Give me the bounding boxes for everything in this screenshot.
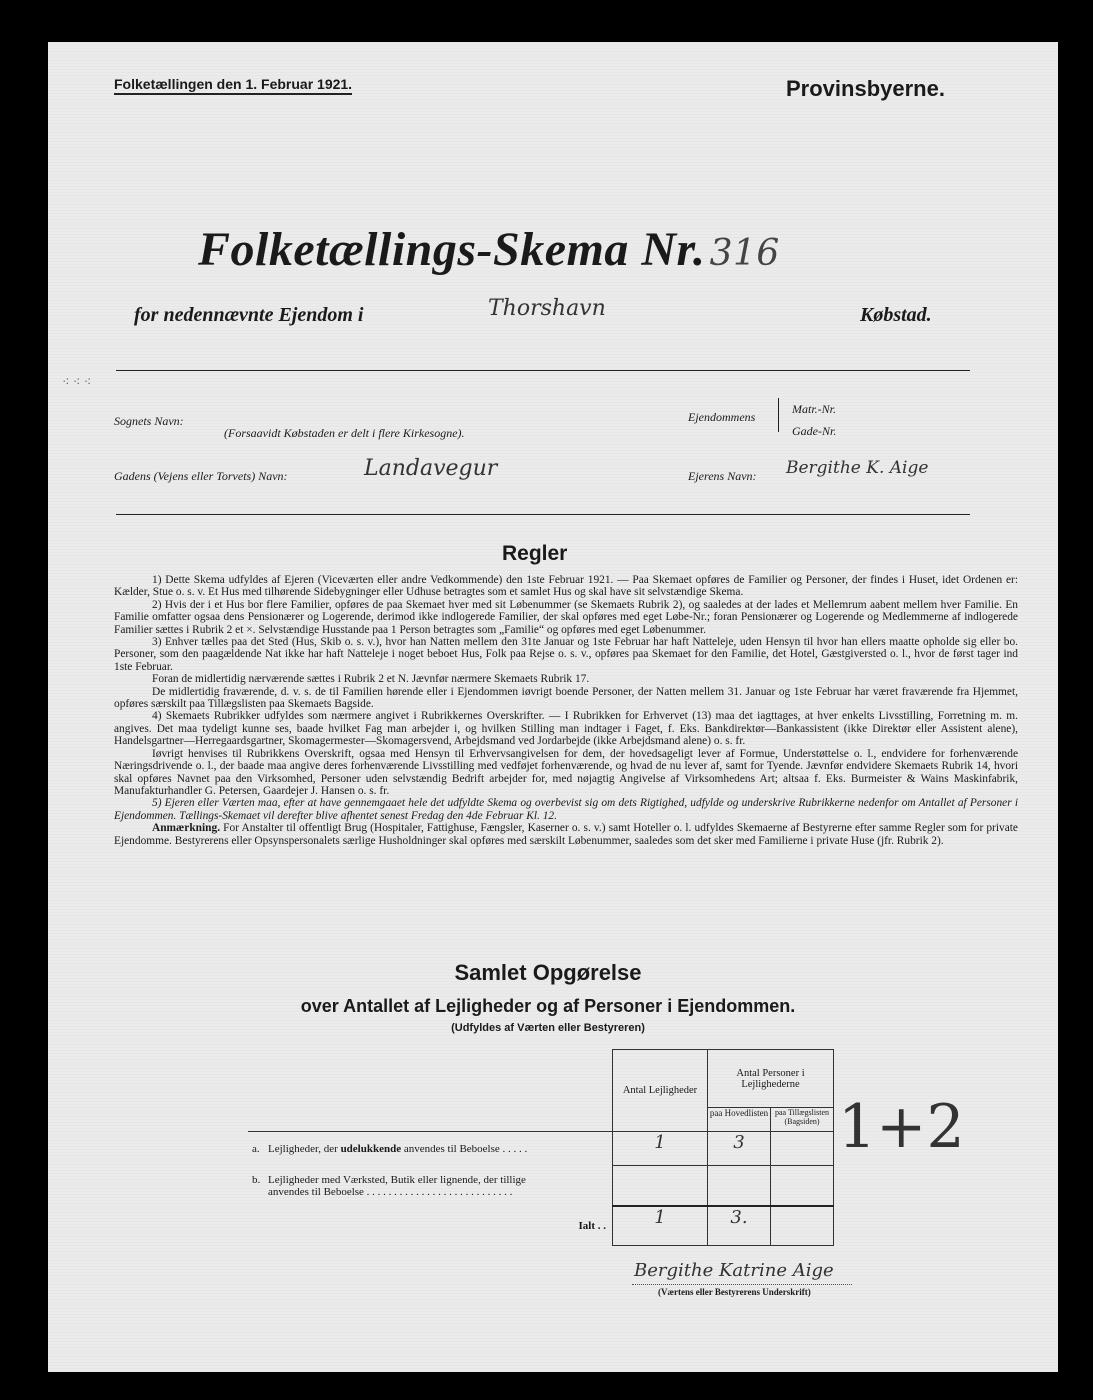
rule-1: 1) Dette Skema udfyldes af Ejeren (Viceværten eller andre Vedkommende) den 1ste Februar 1921. — Paa Skemaet opføres de Familier og Personer, der findes i Huset, idet Ordenen er: Kælder, Stue o. s. v. Et Hus med tilhørende Sidebygninger eller Udhuse betragtes som et samlet Hus og skal have sit selvstændige Skema. (114, 574, 1018, 599)
matr-label: Matr.-Nr. (792, 402, 837, 416)
row-a-bold: udelukkende (340, 1142, 402, 1155)
summary-note: (Udfyldes af Værten eller Bestyreren) (451, 1022, 645, 1034)
divider-top (116, 370, 970, 371)
ialt-hovedlisten: 3. (708, 1206, 771, 1246)
summary-heading: Samlet Opgørelse (454, 960, 642, 985)
row-b-text2: anvendes til Beboelse (268, 1185, 364, 1198)
rule-4b: Iøvrigt henvises til Rubrikkens Overskrift, ogsaa med Hensyn til Erhvervsangivelsen for dem, der hovedsageligt lever af Formue, Understøttelse o. l., endvidere for forhenværende Næringsdrivende o. l., der baade maa angive deres forhenværende Livsstilling med vedføjet forhenværende, og hvad de nu lever af, samt for Tyende. Jævnfør endvidere Skemaets Rubrik 14, hvori skal opføres Navnet paa den Virksomhed, Personer uden selvstændig Bedrift arbejder for, med nøjagtig Angivelse af Virksomhedens Art; altsaa f. Eks. Burmeister & Wains Maskinfabrik, Manufakturhandler G. Petersen, Gaardejer J. Hansen o. s. fr. (114, 747, 1018, 797)
row-a-letter: a. (252, 1142, 260, 1155)
signature-value: Bergithe Katrine Aige (634, 1260, 834, 1281)
anmaerkning-label: Anmærkning. (152, 822, 221, 835)
col-lejligheder: Antal Lejligheder (613, 1050, 708, 1132)
ialt-tillaegslisten (771, 1206, 834, 1246)
row-a-tillaegslisten (771, 1132, 834, 1166)
ialt-label-cell: Ialt . . (578, 1219, 606, 1232)
rule-5: 5) Ejeren eller Værten maa, efter at have gennemgaaet hele det udfyldte Skema og overbevist sig om dets Rigtighed, udfylde og underskrive Rubrikkerne nedenfor om Antallet af Personer i Ejendommen. Tællings-Skemaet vil derefter blive afhentet senest Fredag den 4de Februar Kl. 12. (114, 797, 1018, 822)
form-title-text: Folketællings-Skema Nr. (198, 223, 706, 276)
rule-4: 4) Skemaets Rubrikker udfyldes som nærmere angivet i Rubrikkernes Overskrifter. — I Rubrikken for Erhvervet (13) maa det iagttages, at hver enkelts Livsstilling, Forretning m. m. angives. Det maa tydeligt kunne ses, baade hvilket Fag man arbejder i, og hvilken Stilling man indtager i Faget, f. Eks. Bankdirektør—Bankassistent (ikke Direktør eller Assistent alene), Handelsgartner—Herregaardsgartner, Skomagermester—Skomagersvend, Arbejdsmand ved Jordarbejde (ikke Arbejdsmand alene) o. s. fr. (114, 710, 1018, 748)
rule-2: 2) Hvis der i et Hus bor flere Familier, opføres de paa Skemaet hver med sit Løbenummer (se Skemaets Rubrik 2), og saaledes at der lades et Mellemrum aabent mellem hver Familie. En Familie omfatter ogsaa dens Pensionærer og Logerende, derimod ikke indlogerede Familier, der skal opføres med eget Løbe-Nr.; foran Pensionærer og Logerende og Medlemmerne af indlogerede Familier sættes i Rubrik 2 et ×. Selvstændige Husstande paa 1 Person betragtes som „Familie“ og opføres med eget Løbenummer. (114, 598, 1018, 636)
ialt-lejligheder: 1 (613, 1206, 708, 1246)
subtitle-prefix: for nedennævnte Ejendom i (134, 304, 364, 326)
signature-line (632, 1284, 852, 1285)
divider-fields (116, 514, 970, 515)
town-name: Thorshavn (488, 296, 606, 321)
row-a-hovedlisten: 3 (708, 1132, 771, 1166)
summary-subheading: over Antallet af Lejligheder og af Personer i Ejendommen. (300, 996, 796, 1016)
summary-label-column (248, 1050, 613, 1132)
rule-3b: Foran de midlertidig nærværende sættes i Rubrik 2 et N. Jævnfør nærmere Skemaets Rubrik 17. (152, 673, 590, 686)
row-b-lejligheder (613, 1166, 708, 1206)
summary-table (248, 1049, 834, 1246)
anmaerkning (114, 822, 1018, 847)
row-a-pre: Lejligheder, der (268, 1142, 338, 1155)
row-b-hovedlisten (708, 1166, 771, 1206)
row-a-post: anvendes til Beboelse (403, 1142, 500, 1155)
signature-label: (Værtens eller Bestyrerens Underskrift) (658, 1287, 811, 1297)
col-hovedlisten: paa Hovedlisten (708, 1108, 771, 1132)
row-a-label: a. Lejligheder, der udelukkende anvendes til Beboelse . . . . . (252, 1142, 528, 1155)
rule-3: 3) Enhver tælles paa det Sted (Hus, Skib o. s. v.), hvor han Natten mellem den 31te Januar og 1ste Februar har haft Natteleje, uden Hensyn til hvor han ellers maatte opholde sig eller bo. Personer, som den paagældende Nat ikke har haft Natteleje i noget beboet Hus, Folk paa Rejse o. s. v., opføres paa Skemaet for den Familie, det Hotel, Gæstgiversted o. l., hvor de først tager ind 1ste Februar. (114, 636, 1018, 673)
gade-nr-label: Gade-Nr. (792, 424, 837, 438)
row-b-text1: Lejligheder med Værksted, Butik eller lignende, der tillige (268, 1173, 526, 1186)
sogn-note: (Forsaavidt Købstaden er delt i flere Kirkesogne). (224, 426, 465, 440)
census-form (48, 42, 1058, 1372)
rules-heading: Regler (502, 542, 568, 565)
rule-3c: De midlertidig fraværende, d. v. s. de til Familien hørende eller i Ejendommen iøvrigt boende Personer, der Natten mellem 31. Januar og 1ste Februar har været fraværende fra Hjemmet, opføres særskilt paa Tillægslisten paa Skemaets Bagside. (114, 685, 1018, 711)
row-b-letter: b. (252, 1173, 261, 1186)
gade-navn-label: Gadens (Vejens eller Torvets) Navn: (114, 469, 288, 483)
rules-text (114, 574, 1018, 847)
anmaerkning-text: For Anstalter til offentligt Brug (Hospitaler, Fattighuse, Fængsler, Kaserner o. s. v.) samt Hoteller o. l. udfyldes Skemaerne af Bestyrerne efter samme Regler som for private Ejendomme. Bestyrerens eller Opsynspersonalets særlige Husholdninger skal opføres med særskilt Løbenummer, saaledes som det sker med Familierne i private Huse (jfr. Rubrik 2). (114, 822, 1018, 847)
gade-navn-value: Landavegur (364, 456, 498, 481)
row-b-tillaegslisten (771, 1166, 834, 1206)
ejer-label: Ejerens Navn: (688, 469, 757, 483)
margin-note: 1+2 (838, 1092, 965, 1162)
form-title (198, 222, 780, 277)
ialt-label: Ialt (578, 1219, 595, 1232)
col-personer: Antal Personer i Lejlighederne (708, 1050, 834, 1108)
col-tillaegslisten: paa Tillægslisten (Bagsiden) (771, 1108, 834, 1132)
subtitle-suffix: Købstad. (860, 304, 932, 326)
form-number: 316 (709, 233, 780, 274)
row-a-lejligheder: 1 (613, 1132, 708, 1166)
form-header-left: Folketællingen den 1. Februar 1921. (114, 76, 352, 95)
ejendom-label: Ejendommens (688, 410, 756, 424)
row-b-label: b. Lejligheder med Værksted, Butik eller lignende, der tillige anvendes til Beboelse . . . . . . . . . . . . . . . . . . . . . . . . . . . (252, 1173, 526, 1198)
ejer-value: Bergithe K. Aige (786, 458, 929, 478)
pencil-mark: ⁖ ⁖ ⁖ (62, 374, 92, 389)
form-header-right: Provinsbyerne. (786, 76, 945, 101)
sogn-label: Sognets Navn: (114, 414, 184, 428)
ejendom-brace (778, 398, 785, 432)
